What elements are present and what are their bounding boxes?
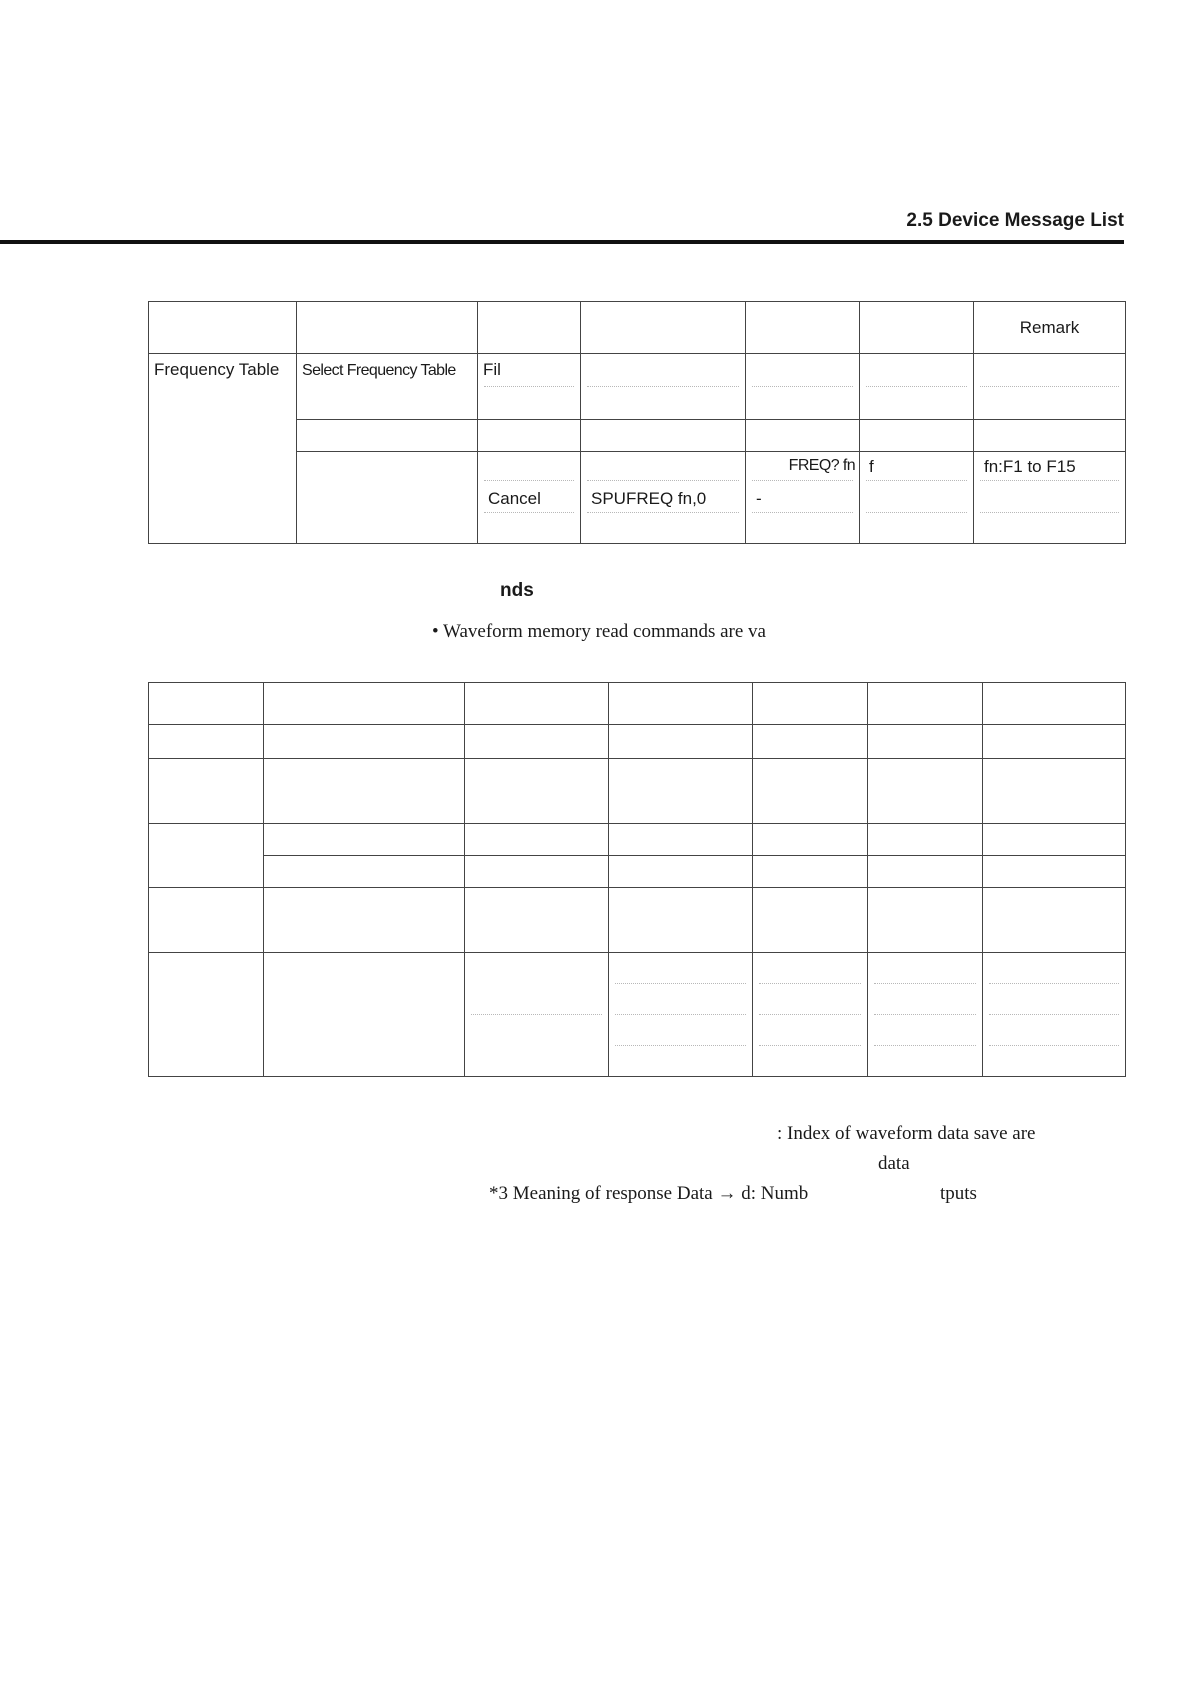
footnote-line-2: data — [878, 1153, 910, 1174]
table-cell — [609, 856, 753, 888]
cancel-command: SPUFREQ fn,0 — [591, 489, 707, 508]
header-cell — [860, 302, 974, 354]
section-heading: nds — [500, 580, 534, 601]
response-f: f — [869, 457, 874, 476]
table-cell — [868, 888, 983, 953]
table-cell — [753, 759, 868, 824]
table-cell — [609, 725, 753, 759]
item-label: Select Frequency Table — [302, 362, 456, 379]
freq-query: FREQ? fn — [788, 457, 855, 474]
table-cell — [149, 824, 264, 888]
response-cell — [860, 420, 974, 452]
table-cell — [753, 725, 868, 759]
response-cell — [860, 452, 974, 544]
remark-cell — [974, 452, 1126, 544]
table-cell — [983, 856, 1126, 888]
header-cell — [149, 302, 297, 354]
table-cell — [753, 856, 868, 888]
table-cell — [868, 953, 983, 1077]
value-cell — [478, 452, 581, 544]
frequency-table — [148, 301, 1126, 544]
header-cell — [297, 302, 478, 354]
table-cell — [264, 824, 465, 856]
table-cell — [264, 888, 465, 953]
bullet-text: • Waveform memory read commands are va — [432, 621, 766, 642]
table-cell — [609, 683, 753, 725]
table-cell — [149, 953, 264, 1077]
table-cell — [149, 759, 264, 824]
command-cell — [581, 420, 746, 452]
table-cell — [465, 888, 609, 953]
table-cell — [465, 856, 609, 888]
section-title: 2.5 Device Message List — [906, 210, 1124, 231]
remark-range: fn:F1 to F15 — [984, 457, 1076, 476]
table-cell — [983, 888, 1126, 953]
cancel-label: Cancel — [488, 489, 541, 508]
value-cell — [478, 354, 581, 420]
query-cell — [746, 354, 860, 420]
item-value: Fil — [483, 360, 501, 379]
table-cell — [753, 888, 868, 953]
remark-cell — [974, 354, 1126, 420]
remark-header: Remark — [1019, 317, 1080, 337]
table-cell — [983, 725, 1126, 759]
table-cell — [868, 856, 983, 888]
table-cell — [609, 759, 753, 824]
query-cell — [746, 420, 860, 452]
table-cell — [609, 953, 753, 1077]
value-cell — [478, 420, 581, 452]
waveform-table — [148, 682, 1126, 1077]
table-cell — [149, 888, 264, 953]
table-cell — [983, 759, 1126, 824]
table-cell — [465, 953, 609, 1077]
function-label: Frequency Table — [154, 360, 280, 379]
header-cell — [746, 302, 860, 354]
remark-header-cell — [974, 302, 1126, 354]
header-cell — [581, 302, 746, 354]
query-cell — [746, 452, 860, 544]
table-cell — [868, 725, 983, 759]
table-cell — [264, 856, 465, 888]
table-cell — [868, 824, 983, 856]
table-cell — [609, 888, 753, 953]
header-cell — [478, 302, 581, 354]
table-cell — [465, 824, 609, 856]
table-cell — [983, 953, 1126, 1077]
item-cell — [297, 354, 478, 420]
command-cell — [581, 354, 746, 420]
remark-cell — [974, 420, 1126, 452]
table-cell — [983, 824, 1126, 856]
header-rule — [0, 240, 1124, 244]
table-cell — [264, 725, 465, 759]
table-cell — [264, 759, 465, 824]
response-cell — [860, 354, 974, 420]
table-cell — [465, 725, 609, 759]
table-cell — [465, 683, 609, 725]
table-cell — [868, 683, 983, 725]
footnote-line-3: *3 Meaning of response Data → d: Numb — [489, 1183, 809, 1204]
table-cell — [264, 683, 465, 725]
table-cell — [753, 824, 868, 856]
table-cell — [465, 759, 609, 824]
table-cell — [149, 683, 264, 725]
function-cell — [149, 354, 297, 544]
table-cell — [753, 953, 868, 1077]
table-cell — [753, 683, 868, 725]
command-cell — [581, 452, 746, 544]
cancel-response: - — [756, 489, 762, 508]
table-cell — [983, 683, 1126, 725]
table-cell — [149, 725, 264, 759]
footnote-line-3-end: tputs — [940, 1183, 977, 1204]
item-cell — [297, 420, 478, 452]
item-cell — [297, 452, 478, 544]
table-cell — [868, 759, 983, 824]
table-cell — [609, 824, 753, 856]
footnote-line-1: : Index of waveform data save are — [777, 1123, 1036, 1144]
table-cell — [264, 953, 465, 1077]
